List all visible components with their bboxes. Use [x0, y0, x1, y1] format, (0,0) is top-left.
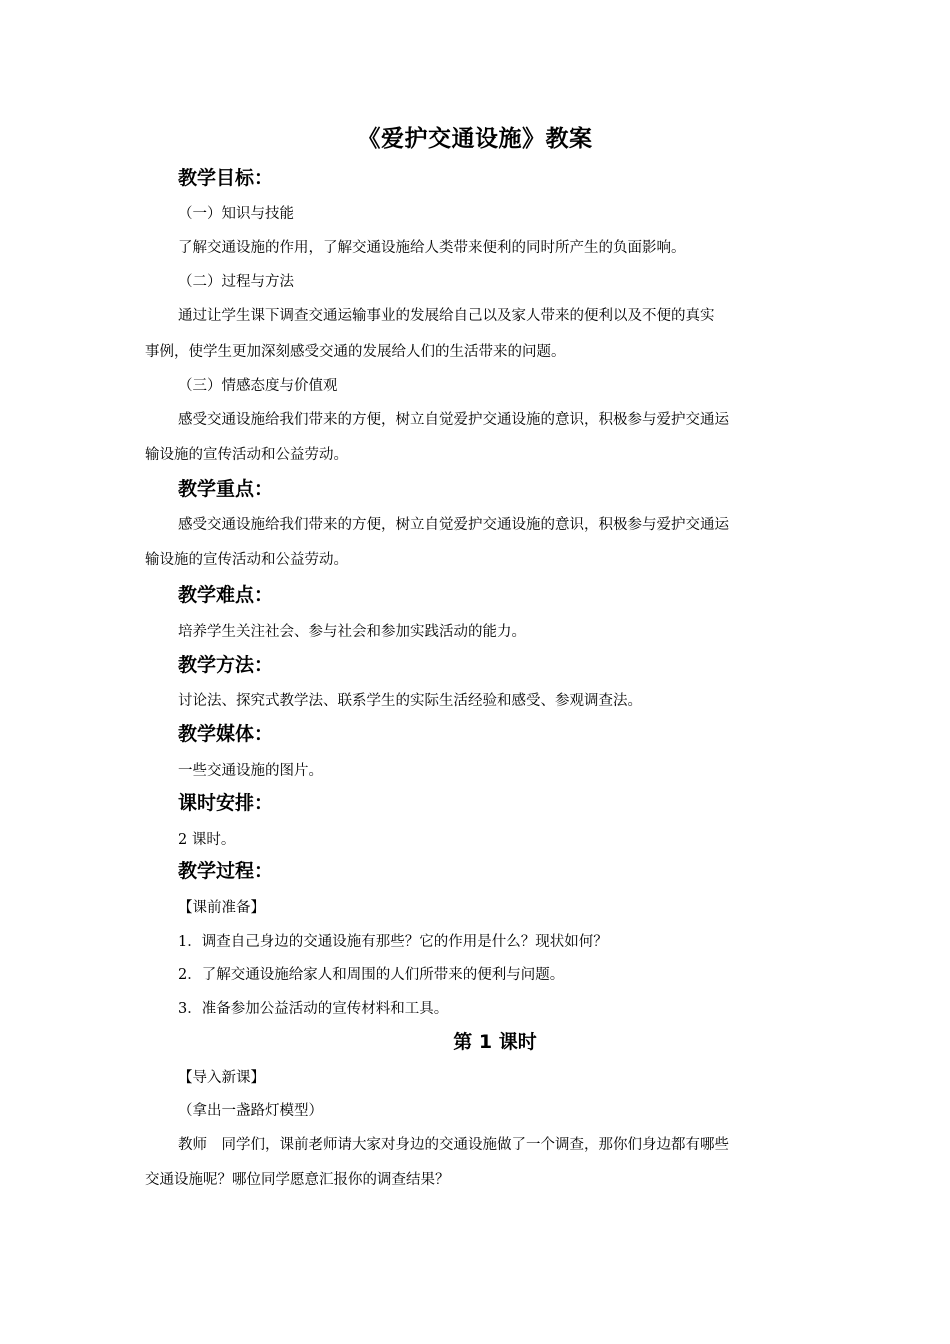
objectives-section3-line2: 输设施的宣传活动和公益劳动。	[145, 447, 348, 463]
objectives-section1-text: 了解交通设施的作用，了解交通设施给人类带来便利的同时所产生的负面影响。	[178, 240, 686, 256]
objectives-section2-line2: 事例，使学生更加深刻感受交通的发展给人们的生活带来的问题。	[145, 344, 566, 360]
objectives-section1-label: （一）知识与技能	[178, 206, 294, 222]
intro-action: （拿出一盏路灯模型）	[178, 1103, 323, 1119]
teacher-line1: 教师 同学们，课前老师请大家对身边的交通设施做了一个调查，那你们身边都有哪些	[178, 1137, 729, 1153]
methods-text: 讨论法、探究式教学法、联系学生的实际生活经验和感受、参观调查法。	[178, 693, 642, 709]
prep-item-2: 2．了解交通设施给家人和周围的人们所带来的便利与问题。	[178, 967, 565, 983]
objectives-section2-line1: 通过让学生课下调查交通运输事业的发展给自己以及家人带来的便利以及不便的真实	[178, 308, 715, 324]
media-heading: 教学媒体：	[178, 723, 274, 745]
teacher-line2: 交通设施呢？哪位同学愿意汇报你的调查结果？	[145, 1172, 450, 1188]
objectives-heading: 教学目标：	[178, 167, 274, 189]
objectives-section3-label: （三）情感态度与价值观	[178, 378, 338, 394]
difficulties-heading: 教学难点：	[178, 584, 274, 606]
prep-label: 【课前准备】	[178, 900, 265, 916]
objectives-section2-label: （二）过程与方法	[178, 274, 294, 290]
schedule-heading: 课时安排：	[178, 792, 274, 814]
intro-label: 【导入新课】	[178, 1070, 265, 1086]
prep-item-1: 1．调查自己身边的交通设施有那些？它的作用是什么？现状如何？	[178, 934, 608, 950]
prep-item-3: 3．准备参加公益活动的宣传材料和工具。	[178, 1001, 449, 1017]
methods-heading: 教学方法：	[178, 654, 274, 676]
key-points-line1: 感受交通设施给我们带来的方便，树立自觉爱护交通设施的意识，积极参与爱护交通运	[178, 517, 729, 533]
difficulties-text: 培养学生关注社会、参与社会和参加实践活动的能力。	[178, 624, 526, 640]
process-heading: 教学过程：	[178, 860, 274, 882]
document-title: 《爱护交通设施》教案	[357, 125, 593, 152]
media-text: 一些交通设施的图片。	[178, 763, 323, 779]
schedule-text: 2 课时。	[178, 832, 236, 848]
lesson1-title: 第 1 课时	[453, 1031, 537, 1053]
key-points-heading: 教学重点：	[178, 478, 274, 500]
key-points-line2: 输设施的宣传活动和公益劳动。	[145, 552, 348, 568]
objectives-section3-line1: 感受交通设施给我们带来的方便，树立自觉爱护交通设施的意识，积极参与爱护交通运	[178, 412, 729, 428]
